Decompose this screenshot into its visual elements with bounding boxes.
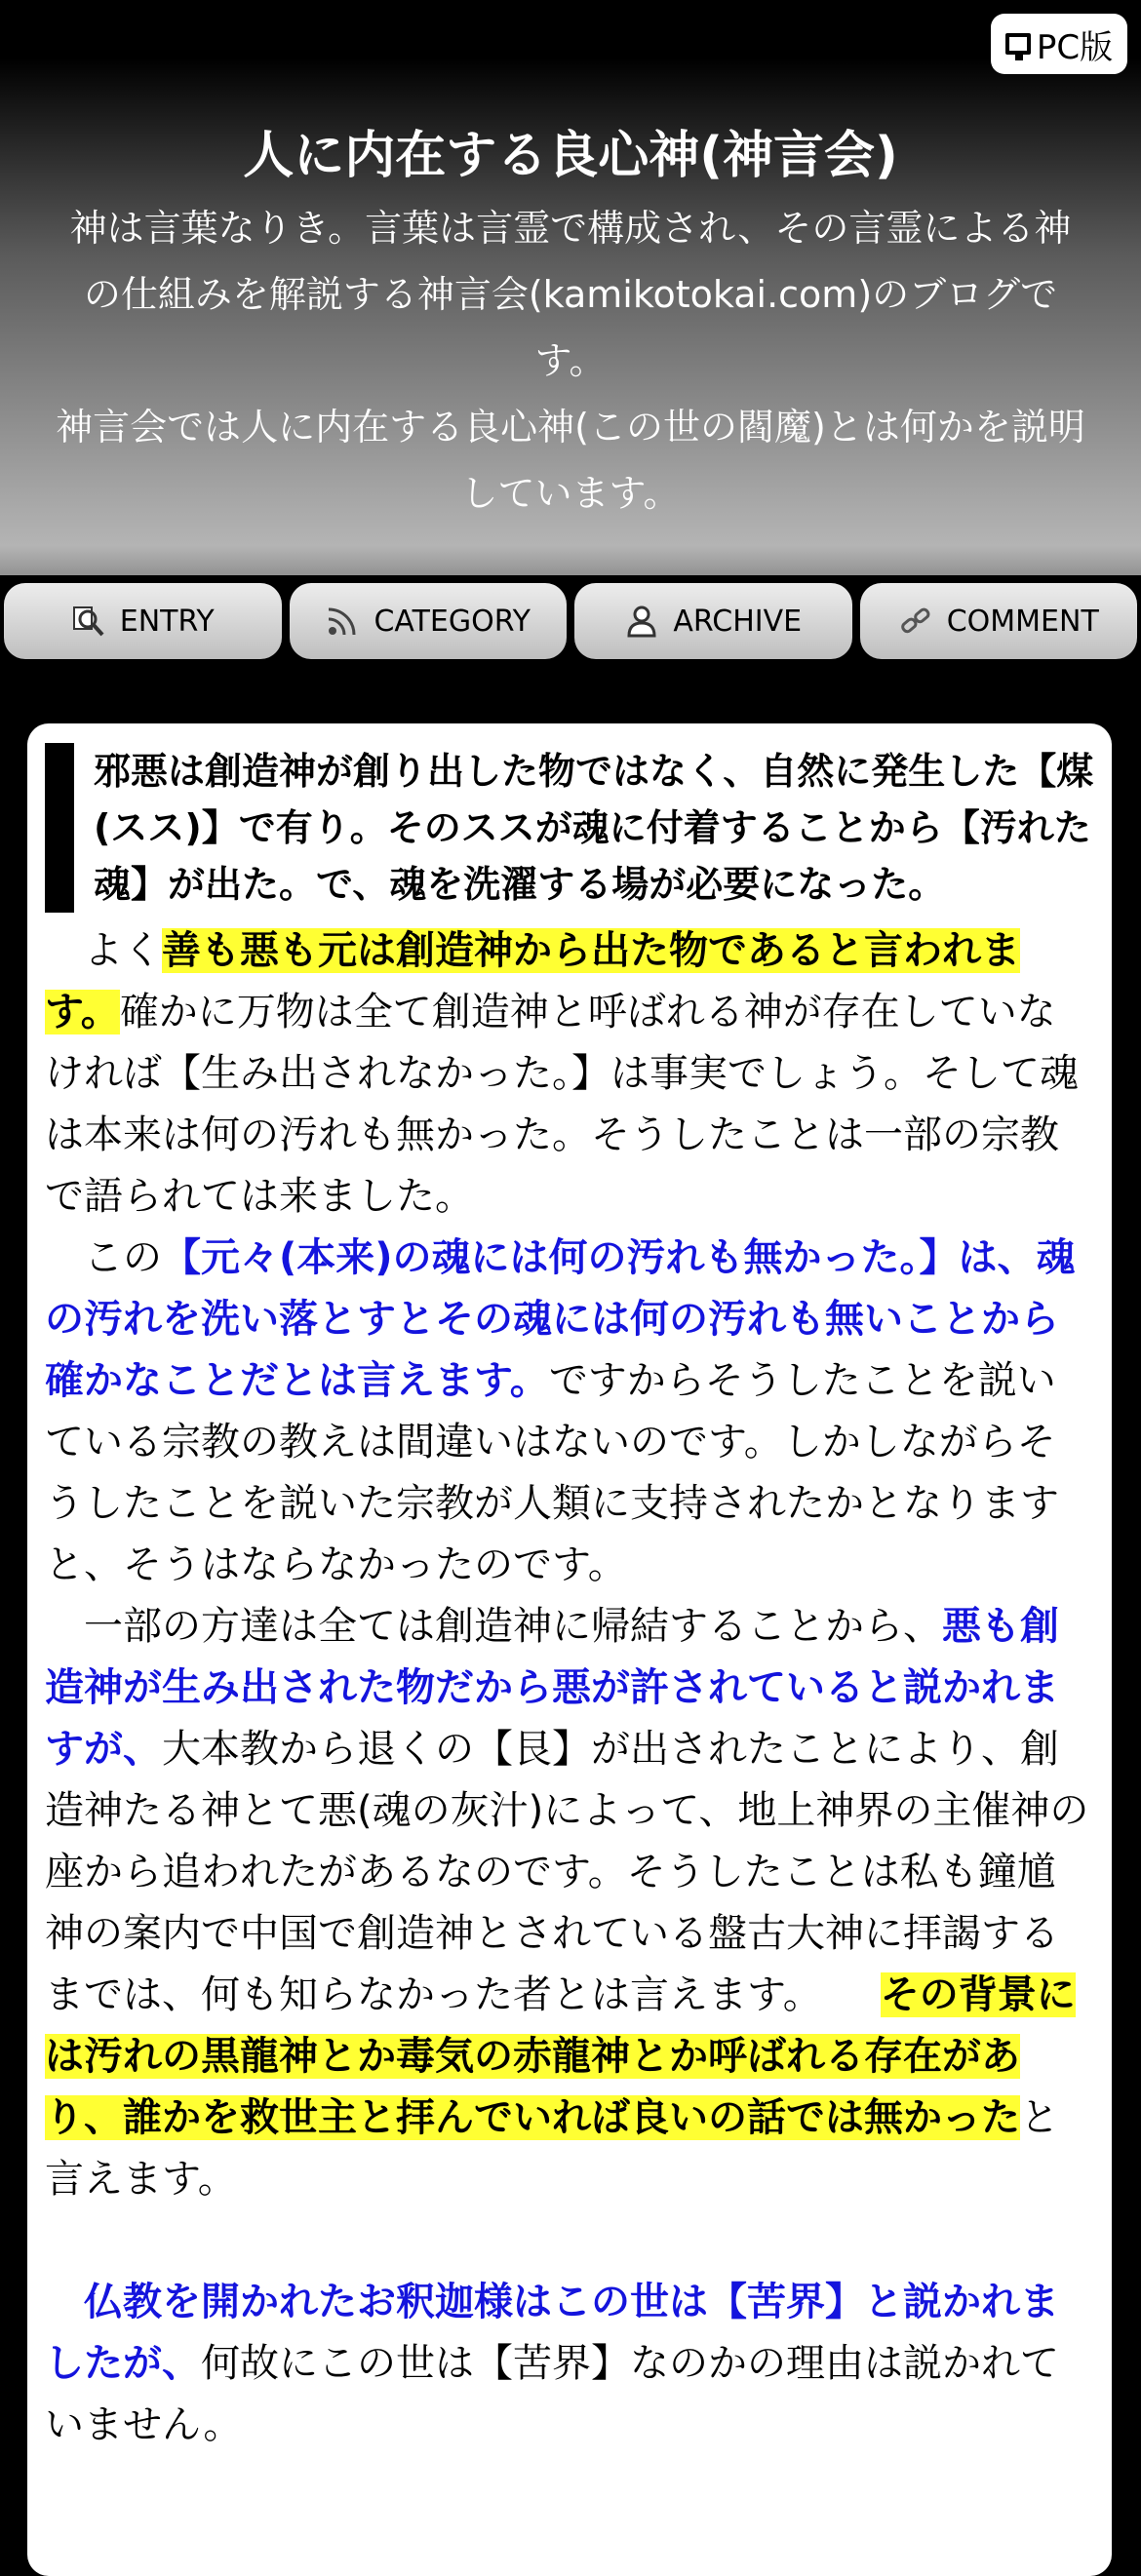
chain-link-icon [898,604,933,639]
monitor-icon [1005,33,1031,55]
description-line: 神は言葉なりき。言葉は言霊で構成され、その言霊による神 [69,207,1072,250]
emphasis-text: 仏教を開かれたお釈迦様はこの世は【苦界】と説かれましたが、 [45,2280,1059,2386]
paragraph [45,920,1094,1228]
paragraph [45,1596,1094,2210]
nav-category-label: CATEGORY [374,604,531,639]
highlight-text: 善も悪も元は創造神から出た物であると言われます。 [45,928,1020,1034]
nav-archive-label: ARCHIVE [673,604,803,639]
blank-line [45,2210,1094,2272]
article-content [27,723,1112,2576]
text-run: この [84,1235,162,1280]
text-run: 何故にこの世は【苦界】なのかの理由は説かれていません。 [45,2341,1059,2447]
nav-entry[interactable] [4,583,282,659]
text-run: 一部の方達は全ては創造神に帰結することから、 [84,1604,942,1649]
user-icon [624,604,659,639]
description-line: しています。 [460,472,681,515]
emphasis-text: 【元々(本来)の魂には何の汚れも無かった。】は、魂の汚れを洗い落とすとその魂には何の汚れも無いことから確かなことだとは言えます。 [45,1235,1076,1403]
paragraph [45,1228,1094,1596]
text-run: 確かに万物は全て創造神と呼ばれる神が存在していなければ【生み出されなかった。】は事実でしょう。そして魂は本来は何の汚れも無かった。そうしたことは一部の宗教で語られては来ました。 [45,990,1079,1219]
nav-entry-label: ENTRY [119,604,215,639]
nav-comment-label: COMMENT [946,604,1099,639]
article-blockquote: 邪悪は創造神が創り出した物ではなく、自然に発生した【煤(スス)】で有り。そのススが魂に付着することから【汚れた魂】が出た。で、魂を洗濯する場が必要になった。 [45,743,1094,913]
rss-icon [325,604,360,639]
pc-version-button[interactable] [991,14,1127,74]
site-description [0,195,1141,527]
nav-category[interactable] [290,583,568,659]
text-run: ですからそうしたことを説いている宗教の教えは間違いはないのです。しかしながらそうしたことを説いた宗教が人類に支持されたかとなりますと、そうはならなかったのです。 [45,1358,1059,1587]
paragraph [45,2272,1094,2456]
description-line: の仕組みを解説する神言会(kamikotokai.com)のブログで [83,273,1058,316]
search-icon [71,604,106,639]
pc-version-label: PC版 [1036,27,1114,67]
nav-archive[interactable] [574,583,852,659]
text-run: よく [84,928,162,973]
nav-comment[interactable] [860,583,1138,659]
site-title[interactable]: 人に内在する良心神(神言会) [243,127,898,185]
article-body [45,920,1094,2456]
description-line: 神言会では人に内在する良心神(この世の閻魔)とは何かを説明 [56,406,1085,449]
emphasis-text: 悪も創造神が生み出された物だから悪が許されていると説かれますが、 [45,1604,1059,1772]
text-run: と言えます。 [45,2095,1059,2202]
site-header [0,0,1141,639]
description-line: す。 [534,339,607,382]
main-nav [0,583,1141,659]
highlight-text: その背景には汚れの黒龍神とか毒気の赤龍神とか呼ばれる存在があり、誰かを救世主と拝んでいれば良いの話では無かった [45,1972,1076,2140]
text-run: 大本教から退くの【艮】が出されたことにより、創造神たる神とて悪(魂の灰汁)によって、地上神界の主催神の座から追われたがあるなのです。そうしたことは私も鐘馗神の案内で中国で創造神とされている盤古大神に拝謁するまでは、何も知らなかった者とは言えます。 [45,1727,1089,2017]
